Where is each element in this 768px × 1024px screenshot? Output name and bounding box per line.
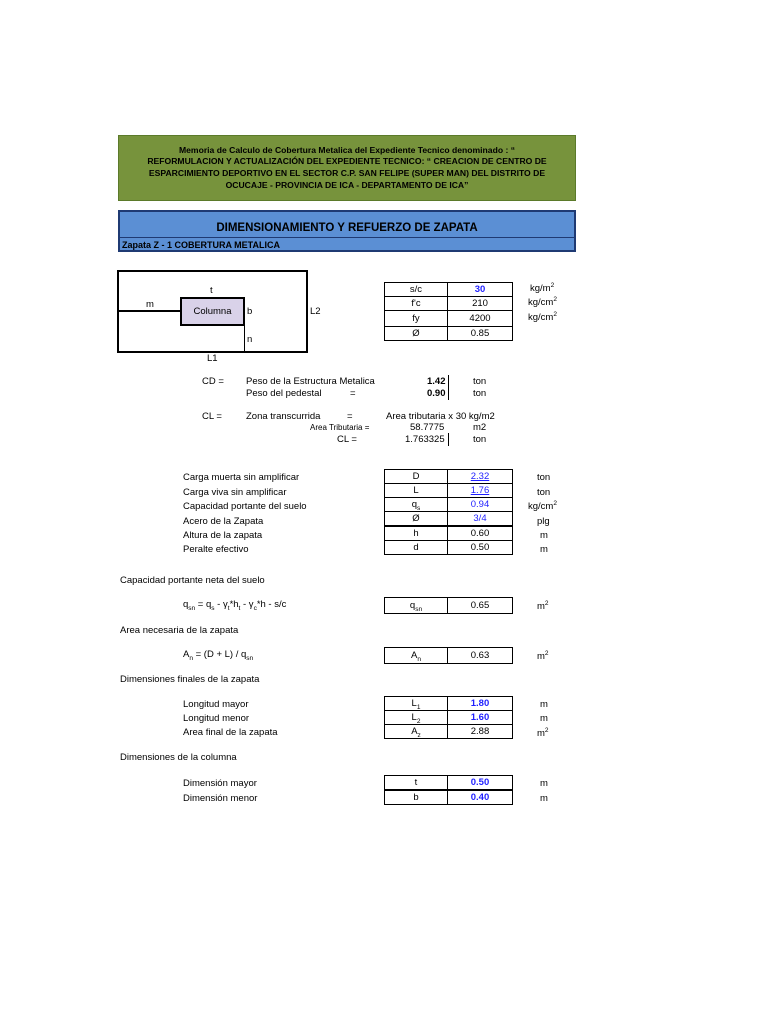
column-value: 0.40 <box>447 790 513 805</box>
qsn-unit: $m^2$ <box>537 600 549 613</box>
material-value: 30 <box>447 282 513 297</box>
load-desc: Carga muerta sin amplificar <box>183 472 300 483</box>
section-heading: Dimensiones de la columna <box>120 752 237 763</box>
cd-value: 1.42 <box>427 376 446 387</box>
material-value: 4200 <box>447 310 513 327</box>
final-desc: Longitud mayor <box>183 699 249 710</box>
memoria-banner <box>118 135 576 201</box>
final-desc: Longitud menor <box>183 713 250 724</box>
cl-result-unit: ton <box>473 434 487 445</box>
column-desc: Dimensión mayor <box>183 778 257 789</box>
column-value: 0.50 <box>447 775 513 790</box>
material-value: 210 <box>447 296 513 311</box>
page-title: DIMENSIONAMIENTO Y REFUERZO DE ZAPATA <box>216 222 478 234</box>
load-desc: Capacidad portante del suelo <box>183 501 307 512</box>
load-value: 0.94 <box>447 497 513 512</box>
column-box <box>180 297 245 326</box>
load-value: 0.60 <box>447 526 513 541</box>
memoria-line: ESPARCIMIENTO DEPORTIVO EN EL SECTOR C.P. SAN FELIPE (SUPER MAN) DEL DISTRITO DE <box>148 168 546 178</box>
cl-result-value: 1.763325 <box>405 434 445 445</box>
area-tributaria-value: 58.7775 <box>410 422 445 433</box>
material-unit: $kg/cm^2$ <box>528 311 557 324</box>
load-value: 1.76 <box>447 483 513 498</box>
cd-unit: ton <box>473 376 487 387</box>
final-value: 2.88 <box>447 724 513 739</box>
dim-b-label: b <box>247 306 253 317</box>
cd-value: 0.90 <box>427 388 446 399</box>
an-formula: $A_n = (D + L) / q_{sn}$ <box>183 649 254 662</box>
cl-eq: = <box>347 411 353 422</box>
load-symbol: D <box>384 469 448 484</box>
final-desc: Area final de la zapata <box>183 727 278 738</box>
load-unit: ton <box>537 472 551 483</box>
load-value: 2.32 <box>447 469 513 484</box>
section-heading: Dimensiones finales de la zapata <box>120 674 260 685</box>
load-desc: Carga viva sin amplificar <box>183 487 287 498</box>
load-symbol: $q_s$ <box>384 497 448 512</box>
dim-t-label: t <box>210 285 213 296</box>
material-value: 0.85 <box>447 326 513 341</box>
material-symbol: fy <box>384 310 448 327</box>
material-symbol: f'c <box>384 296 448 311</box>
cd-unit: ton <box>473 388 487 399</box>
section-heading: Area necesaria de la zapata <box>120 625 239 636</box>
material-symbol: Ø <box>384 326 448 341</box>
cl-marker <box>448 433 449 446</box>
qsn-formula: $q_{sn} = q_s - \gamma_t*h_t - \gamma_c*h - s/c$ <box>183 599 287 612</box>
column-symbol: b <box>384 790 448 805</box>
dim-m-label: m <box>146 299 154 310</box>
cl-formula: Area tributaria x 30 kg/m2 <box>386 411 495 422</box>
cd-desc: Peso de la Estructura Metalica <box>246 376 375 387</box>
material-unit: $kg/cm^2$ <box>528 296 557 309</box>
load-desc: Peralte efectivo <box>183 544 249 555</box>
an-unit: $m^2$ <box>537 650 549 663</box>
load-value: 0.50 <box>447 540 513 555</box>
memoria-line: REFORMULACION Y ACTUALIZACIÓN DEL EXPEDIENTE TECNICO: “ CREACION DE CENTRO DE <box>147 156 547 167</box>
area-tributaria-label: Area Tributaria = <box>310 423 370 432</box>
material-symbol: s/c <box>384 282 448 297</box>
load-unit: m <box>540 544 548 555</box>
page-subtitle: Zapata Z - 1 COBERTURA METALICA <box>120 237 574 253</box>
load-unit: plg <box>537 516 550 527</box>
final-value: 1.80 <box>447 696 513 711</box>
column-desc: Dimensión menor <box>183 793 258 804</box>
an-value: 0.63 <box>447 647 513 664</box>
final-symbol: $L_2$ <box>384 710 448 725</box>
cd-eq: = <box>350 388 356 399</box>
memoria-line: OCUCAJE - PROVINCIA DE ICA - DEPARTAMENTO DE ICA” <box>225 179 469 190</box>
load-desc: Acero de la Zapata <box>183 516 264 527</box>
final-symbol: $A_z$ <box>384 724 448 739</box>
load-symbol: L <box>384 483 448 498</box>
cl-desc: Zona transcurrida <box>246 411 321 422</box>
memoria-line: Memoria de Calculo de Cobertura Metalica del Expediente Tecnico denominado : “ <box>178 144 516 155</box>
qsn-symbol: $q_{sn}$ <box>384 597 448 614</box>
cd-label: CD = <box>202 376 224 387</box>
column-unit: m <box>540 793 548 804</box>
final-unit: $m^2$ <box>537 727 549 740</box>
load-symbol: h <box>384 526 448 541</box>
final-unit: m <box>540 699 548 710</box>
cd-desc: Peso del pedestal <box>246 388 322 399</box>
load-desc: Altura de la zapata <box>183 530 263 541</box>
load-unit: ton <box>537 487 551 498</box>
section-heading: Capacidad portante neta del suelo <box>120 575 265 586</box>
dim-l1-label: L1 <box>207 353 218 364</box>
cd-marker <box>448 375 449 400</box>
final-symbol: $L_1$ <box>384 696 448 711</box>
final-unit: m <box>540 713 548 724</box>
column-symbol: t <box>384 775 448 790</box>
load-unit: m <box>540 530 548 541</box>
column-unit: m <box>540 778 548 789</box>
area-tributaria-unit: m2 <box>473 422 487 433</box>
n-dimension-line <box>244 325 245 352</box>
qsn-value: 0.65 <box>447 597 513 614</box>
an-symbol: $A_n$ <box>384 647 448 664</box>
title-box <box>118 210 576 252</box>
load-value: 3/4 <box>447 511 513 526</box>
cl-result-label: CL = <box>337 434 357 445</box>
final-value: 1.60 <box>447 710 513 725</box>
dim-l2-label: L2 <box>310 306 321 317</box>
load-symbol: d <box>384 540 448 555</box>
m-dimension-line <box>117 310 181 312</box>
load-unit: $kg/cm^2$ <box>528 500 557 513</box>
column-label: Columna <box>193 306 232 317</box>
material-unit: $kg/m^2$ <box>530 282 555 295</box>
load-symbol: Ø <box>384 511 448 526</box>
cl-label: CL = <box>202 411 222 422</box>
dim-n-label: n <box>247 334 253 345</box>
